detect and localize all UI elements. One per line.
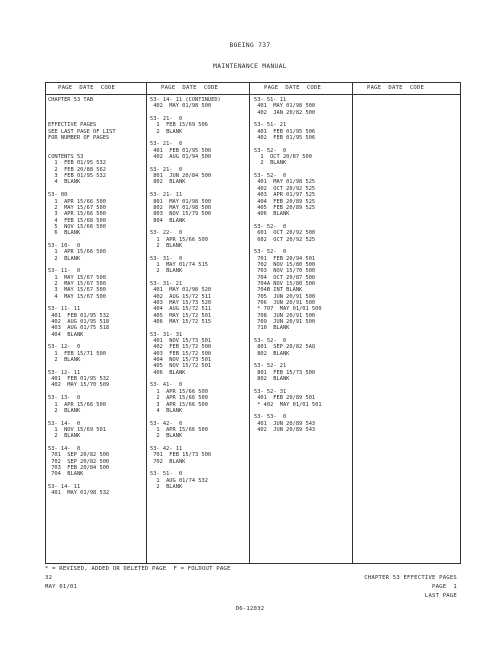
page-entry: 402 JUN 20/89 543 — [254, 426, 316, 433]
page-entry: 53- 52- 0 — [254, 223, 287, 230]
page-entry: 404 AUG 15/72 511 — [150, 306, 212, 313]
page-entry: 802 MAY 01/98 500 — [150, 204, 212, 211]
page-entry: 403 FEB 15/72 500 — [150, 350, 212, 357]
page-entry: CONTENTS 53 — [48, 154, 84, 161]
document-title: BOEING 737 — [229, 42, 271, 49]
page-entry: 53- 12- 11 — [48, 369, 81, 376]
page-entry: 2 BLANK — [150, 242, 183, 249]
page-entry: 406 BLANK — [254, 211, 290, 218]
page-entry: 801 MAY 01/98 500 — [150, 198, 212, 205]
page-entry: 401 MAY 01/98 532 — [48, 490, 110, 497]
page-entry: 1 FEB 01/95 532 — [48, 160, 106, 167]
page-entry: 802 BLANK — [254, 350, 290, 357]
page-entry: 701 FEB 15/73 500 — [150, 452, 212, 459]
page-entry: 53- 53- 0 — [254, 414, 287, 421]
page-entry: 1 OCT 20/87 500 — [254, 154, 312, 161]
page-entry: 701 FEB 20/94 501 — [254, 255, 316, 262]
page-entry: 802 BLANK — [150, 179, 186, 186]
page-entry: 402 AUG 01/95 518 — [48, 319, 110, 326]
page-entry: 1 APR 15/66 500 — [48, 249, 106, 256]
footer-legend: * = REVISED, ADDED OR DELETED PAGE F = FOLDOUT PAGE — [45, 566, 231, 572]
page-entry: 406 MAY 15/72 515 — [150, 319, 212, 326]
page-entry: 402 JAN 20/82 500 — [254, 109, 316, 116]
page-entry: 53- 52- 0 — [254, 249, 287, 256]
column-header-4: PAGE DATE CODE — [367, 85, 425, 91]
page-entry: 601 OCT 20/92 500 — [254, 230, 316, 237]
page-entry: 405 MAY 15/72 501 — [150, 312, 212, 319]
page-entry: 401 FEB 01/95 506 — [254, 128, 316, 135]
page-entry: * 402 MAY 01/01 501 — [254, 401, 322, 408]
page-entry: 53- 31- 31 — [150, 331, 183, 338]
page-entry: 1 MAY 01/74 515 — [150, 261, 208, 268]
footer-date: MAY 01/01 — [45, 584, 78, 590]
footer-page-number: 32 — [45, 575, 53, 581]
page-entry: 53- 12- 0 — [48, 344, 81, 351]
page-entry: 402 FEB 15/72 500 — [150, 344, 212, 351]
page-entry: 403 APR 01/97 525 — [254, 192, 316, 199]
page-entry: 803 NOV 15/79 500 — [150, 211, 212, 218]
column-header-1: PAGE DATE CODE — [58, 85, 116, 91]
page-entry: FOR NUMBER OF PAGES — [48, 135, 110, 142]
page-entry: 2 BLANK — [150, 433, 183, 440]
page-entry: 53- 52- 21 — [254, 363, 287, 370]
page-entry: 704 BLANK — [48, 471, 84, 478]
page-entry: 53- 22- 0 — [150, 230, 183, 237]
page-entry: 53- 52- 0 — [254, 173, 287, 180]
page-entry: 405 NOV 15/72 501 — [150, 363, 212, 370]
effective-pages-table — [45, 82, 461, 564]
page-entry: 404 BLANK — [48, 331, 84, 338]
page-entry: 405 FEB 20/89 525 — [254, 204, 316, 211]
page-entry: 2 BLANK — [150, 128, 183, 135]
page-entry: 705 JUN 20/91 500 — [254, 293, 316, 300]
page-entry: 402 AUG 01/94 500 — [150, 154, 212, 161]
page-entry: 53- 42- 0 — [150, 420, 183, 427]
footer-page-label: PAGE 1 — [432, 584, 457, 590]
page-entry: 401 FEB 01/95 532 — [48, 376, 110, 383]
page-entry: 4 BLANK — [150, 407, 183, 414]
page-entry: EFFECTIVE PAGES — [48, 122, 97, 129]
page-entry: 53- 51- 0 — [150, 471, 183, 478]
page-entry: 401 MAY 01/98 520 — [150, 287, 212, 294]
column-divider — [249, 83, 250, 563]
page-entry: 402 OCT 20/92 525 — [254, 185, 316, 192]
page-entry: 702 BLANK — [150, 458, 186, 465]
page-entry: 2 BLANK — [150, 483, 183, 490]
page-entry: 401 NOV 15/73 501 — [150, 338, 212, 345]
page-entry: 2 FEB 20/88 562 — [48, 166, 106, 173]
page-entry: 401 MAY 01/98 500 — [254, 103, 316, 110]
page-entry: 709 JUN 20/91 500 — [254, 319, 316, 326]
page-entry: 2 APR 15/66 500 — [150, 395, 208, 402]
page-entry: 53- 52- 0 — [254, 147, 287, 154]
column-divider — [146, 83, 147, 563]
page-entry: 801 JUN 20/84 500 — [150, 173, 212, 180]
page-entry: 53- 51- 11 — [254, 97, 287, 103]
page-entry: 6 BLANK — [48, 230, 81, 237]
page-entry: 402 AUG 15/72 511 — [150, 293, 212, 300]
footer-chapter: CHAPTER 53 EFFECTIVE PAGES — [364, 575, 457, 581]
page-entry: 53- 21- 0 — [150, 141, 183, 148]
page-entry: 703 FEB 20/84 500 — [48, 464, 110, 471]
page-entry: 2 BLANK — [48, 407, 81, 414]
page-entry: 2 BLANK — [48, 433, 81, 440]
page-entry: 406 BLANK — [150, 369, 186, 376]
page-entry: 1 NOV 15/69 501 — [48, 426, 106, 433]
page-list-column-3 — [254, 97, 322, 433]
page-entry: 2 BLANK — [254, 160, 287, 167]
page-entry: 403 AUG 01/75 518 — [48, 325, 110, 332]
page-entry: 701 SEP 20/82 500 — [48, 452, 110, 459]
page-entry: 403 MAY 15/73 520 — [150, 300, 212, 306]
page-entry: 53- 31- 21 — [150, 280, 183, 287]
page-entry: 3 FEB 01/95 532 — [48, 173, 106, 180]
page-entry: 801 FEB 15/73 500 — [254, 369, 316, 376]
page-entry: 3 APR 15/66 500 — [48, 211, 106, 218]
page-entry: 4 FEB 15/68 500 — [48, 217, 106, 224]
page-entry: 1 APR 15/66 500 — [150, 236, 208, 243]
page-entry: 53- 42- 11 — [150, 445, 183, 452]
page-entry: 2 MAY 15/67 500 — [48, 280, 106, 287]
page-entry: 53- 52- 31 — [254, 388, 287, 395]
page-entry: 1 APR 15/66 500 — [48, 198, 106, 205]
page-entry: 401 FEB 20/89 501 — [254, 395, 316, 402]
page-entry: 53- 52- 0 — [254, 338, 287, 345]
page-entry: 53- 00 — [48, 192, 68, 199]
page-entry: 1 APR 15/66 500 — [48, 401, 106, 408]
page-entry: 401 FEB 01/95 500 — [150, 147, 212, 154]
page-entry: 53- 13- 0 — [48, 395, 81, 402]
document-subtitle: MAINTENANCE MANUAL — [213, 63, 287, 70]
page-entry: 53- 14- 11 (CONTINUED) — [150, 97, 221, 103]
page-entry: 53- 14- 0 — [48, 420, 81, 427]
page-entry: 1 MAY 15/67 500 — [48, 274, 106, 281]
page-entry: 2 MAY 15/67 500 — [48, 204, 106, 211]
page-entry: 53- 21- 0 — [150, 116, 183, 123]
page-entry: 53- 51- 21 — [254, 122, 287, 129]
page-entry: 1 AUG 01/74 532 — [150, 477, 208, 484]
page-entry: 704B INT BLANK — [254, 287, 303, 294]
page-entry: 5 NOV 15/66 500 — [48, 223, 106, 230]
page-entry: 402 MAY 01/98 500 — [150, 103, 212, 110]
page-entry: 53- 21- 11 — [150, 192, 183, 199]
page-entry: 703 NOV 15/70 500 — [254, 268, 316, 275]
page-entry: 53- 10- 0 — [48, 242, 81, 249]
page-entry: 3 MAY 15/67 500 — [48, 287, 106, 294]
page-entry: 704 OCT 20/87 500 — [254, 274, 316, 281]
page-entry: 2 BLANK — [150, 268, 183, 275]
page-entry: 2 BLANK — [48, 255, 81, 262]
page-entry: 404 FEB 20/89 525 — [254, 198, 316, 205]
page-entry: 53- 11- 11 — [48, 306, 81, 313]
page-entry: 706 JUN 20/91 500 — [254, 300, 316, 306]
page-entry: 53- 21- 0 — [150, 166, 183, 173]
page-entry: 702 NOV 15/80 500 — [254, 261, 316, 268]
page-entry: 53- 41- 0 — [150, 382, 183, 389]
page-entry: 4 BLANK — [48, 179, 81, 186]
page-entry: 53- 31- 0 — [150, 255, 183, 262]
page-entry: 402 FEB 01/95 506 — [254, 135, 316, 142]
page-entry: CHAPTER 53 TAB — [48, 97, 94, 103]
column-header-2: PAGE DATE CODE — [161, 85, 219, 91]
page-entry: 708 JUN 20/91 500 — [254, 312, 316, 319]
header-rule — [46, 94, 460, 95]
page-list-column-1 — [48, 97, 116, 497]
page-entry: 2 BLANK — [48, 357, 81, 364]
page-entry: 53- 14- 0 — [48, 445, 81, 452]
page-entry: 401 FEB 01/95 532 — [48, 312, 110, 319]
page-entry: 53- 11- 0 — [48, 268, 81, 275]
page-entry: 804 BLANK — [150, 217, 186, 224]
page-entry: 1 APR 15/66 500 — [150, 388, 208, 395]
page-entry: 801 SEP 20/82 5AQ — [254, 344, 316, 351]
page-entry: 4 MAY 15/67 500 — [48, 293, 106, 300]
page-entry: 404 NOV 15/73 501 — [150, 357, 212, 364]
page-entry: 53- 14- 11 — [48, 483, 81, 490]
page-entry: * 707 MAY 01/01 500 — [254, 306, 322, 313]
page-entry: 1 FEB 15/71 500 — [48, 350, 106, 357]
footer-document-number: D6-12032 — [235, 606, 265, 612]
page-entry: 802 BLANK — [254, 376, 290, 383]
page-entry: 1 APR 15/66 500 — [150, 426, 208, 433]
page-entry: 704A NOV 15/80 500 — [254, 280, 316, 287]
column-divider — [352, 83, 353, 563]
page-entry: 3 APR 15/66 500 — [150, 401, 208, 408]
page-entry: 602 OCT 20/92 525 — [254, 236, 316, 243]
page-entry: 1 FEB 15/69 506 — [150, 122, 208, 129]
page-entry: 402 MAY 15/70 509 — [48, 382, 110, 389]
column-header-3: PAGE DATE CODE — [264, 85, 322, 91]
page-entry: SEE LAST PAGE OF LIST — [48, 128, 116, 135]
page-entry: 702 SEP 20/82 500 — [48, 458, 110, 465]
page-entry: 401 JUN 20/89 543 — [254, 420, 316, 427]
footer-last-page: LAST PAGE — [424, 593, 457, 599]
page-entry: 401 MAY 01/98 525 — [254, 179, 316, 186]
page-entry: 710 BLANK — [254, 325, 290, 332]
page-list-column-2 — [150, 97, 221, 490]
